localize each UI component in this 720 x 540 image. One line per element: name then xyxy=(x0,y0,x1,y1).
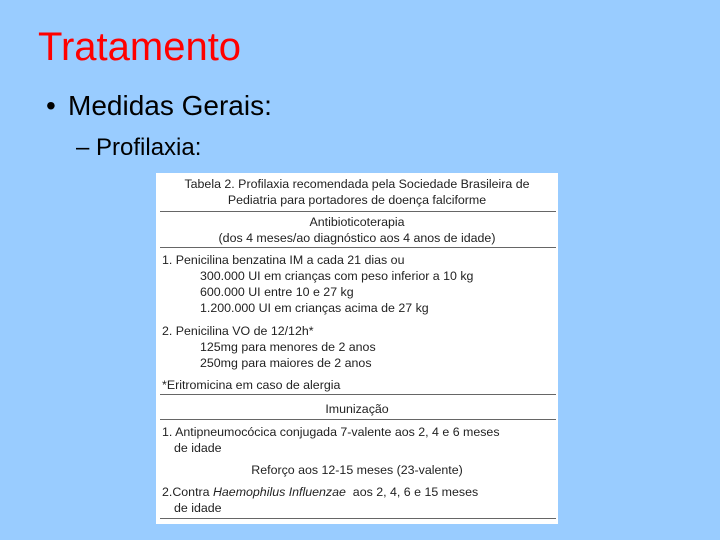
imm2-suffix: aos 2, 4, 6 e 15 meses xyxy=(345,485,479,499)
caption-line-2: Pediatria para portadores de doença falciforme xyxy=(227,192,487,207)
table-rule xyxy=(160,394,556,395)
sub-bullet-profilaxia: – Profilaxia: xyxy=(76,134,202,161)
antibiotic-item-2-detail: 250mg para maiores de 2 anos xyxy=(200,356,372,370)
caption-line-1: Tabela 2. Profilaxia recomendada pela Sociedade Brasileira de xyxy=(184,177,530,191)
table-rule xyxy=(160,518,556,519)
immunization-item-2 xyxy=(156,484,558,500)
immunization-item-2-cont: de idade xyxy=(174,501,222,515)
bullet-text: Medidas Gerais: xyxy=(68,90,272,121)
imm2-pathogen: Haemophilus Influenzae xyxy=(212,485,346,499)
immunization-item-1: 1. Antipneumocócica conjugada 7-valente aos 2, 4 e 6 meses xyxy=(162,425,500,439)
table-caption xyxy=(156,173,558,208)
section-title-immunization: Imunização xyxy=(325,402,389,416)
table-footnote: *Eritromicina em caso de alergia xyxy=(162,378,341,392)
bullet-medidas-gerais xyxy=(46,88,272,124)
antibiotic-item-1: 1. Penicilina benzatina IM a cada 21 dias ou xyxy=(162,253,405,267)
imm2-prefix: 2.Contra xyxy=(162,485,213,499)
antibiotic-item-1-detail: 600.000 UI entre 10 e 27 kg xyxy=(200,285,354,299)
immunization-item-1-cont: de idade xyxy=(174,441,222,455)
antibiotic-item-2-detail: 125mg para menores de 2 anos xyxy=(200,340,376,354)
bullet-marker: • xyxy=(46,90,56,121)
slide-title: Tratamento xyxy=(38,25,242,69)
section-title-antibiotic: Antibioticoterapia xyxy=(309,215,405,229)
antibiotic-item-1-detail: 1.200.000 UI em crianças acima de 27 kg xyxy=(200,301,429,315)
antibiotic-item-1-detail: 300.000 UI em crianças com peso inferior a 10 kg xyxy=(200,269,474,283)
table-rule xyxy=(160,247,556,248)
table-rule xyxy=(160,419,556,420)
antibiotic-item-2: 2. Penicilina VO de 12/12h* xyxy=(162,324,314,338)
section-subtitle-antibiotic: (dos 4 meses/ao diagnóstico aos 4 anos de idade) xyxy=(218,231,496,245)
table-rule xyxy=(160,211,556,212)
immunization-booster: Reforço aos 12-15 meses (23-valente) xyxy=(251,463,463,477)
prophylaxis-table xyxy=(156,173,558,524)
